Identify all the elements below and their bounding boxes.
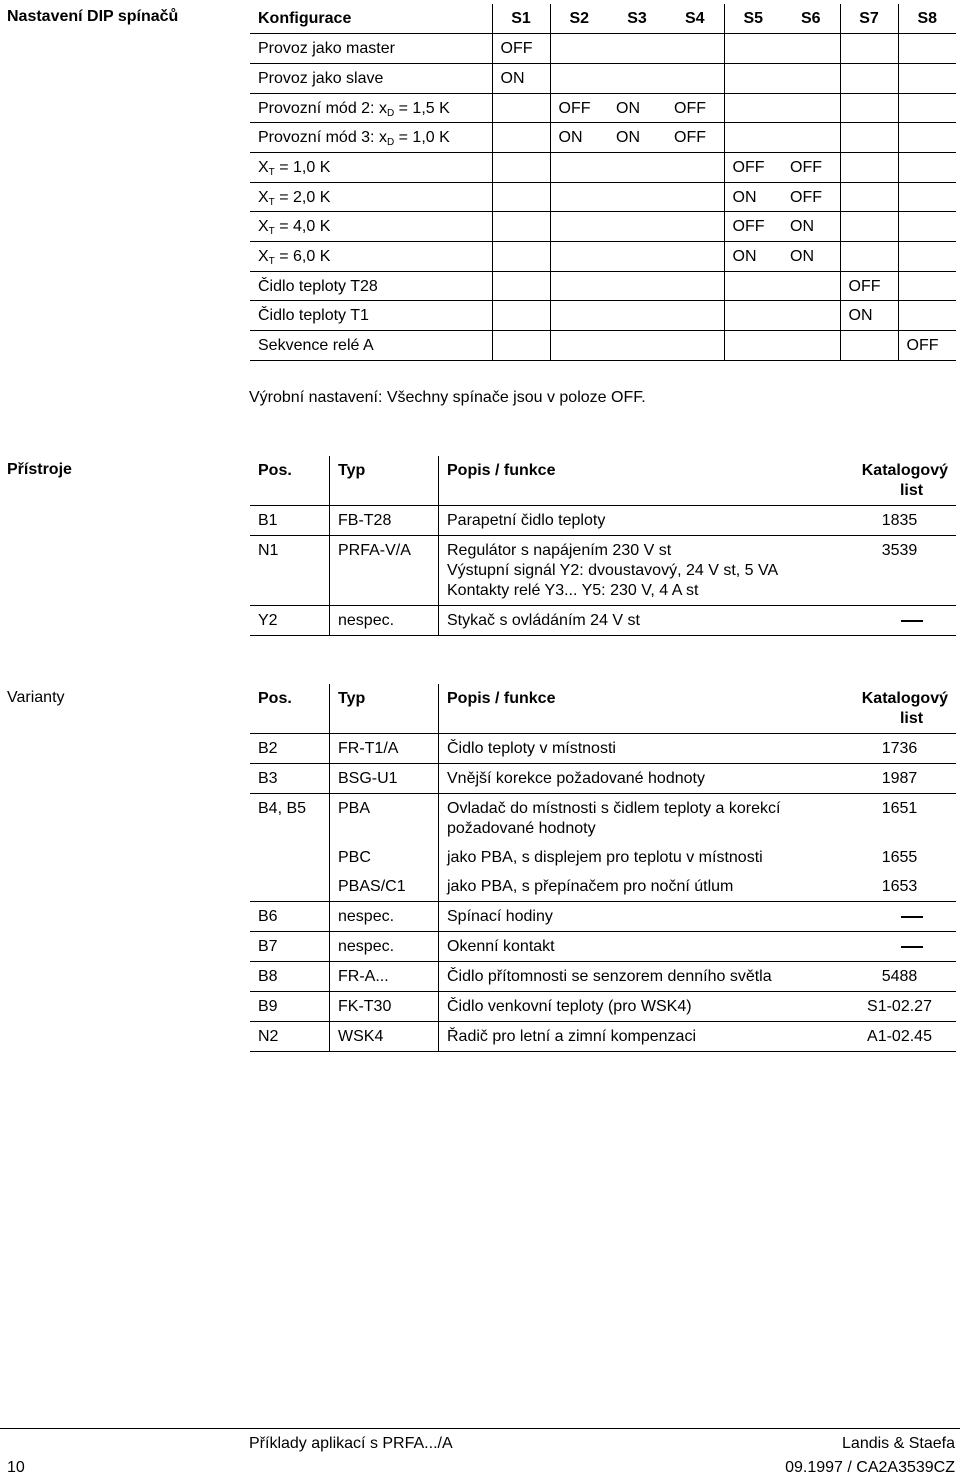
- switch-header-s4: S4: [666, 4, 724, 34]
- row-pos: B8: [250, 962, 330, 992]
- switch-header-s3: S3: [608, 4, 666, 34]
- dip-switch-value: ON: [782, 212, 840, 242]
- dip-row-label: Čidlo teploty T28: [250, 271, 492, 301]
- dip-switch-value: [724, 123, 782, 153]
- varianty-row: [250, 794, 956, 844]
- dip-switch-value: OFF: [550, 93, 608, 123]
- row-pos: B6: [250, 902, 330, 932]
- header-pos: Pos.: [250, 456, 330, 506]
- dip-switch-value: [550, 271, 608, 301]
- katalog-value: 1655: [881, 849, 918, 866]
- dip-switch-value: [492, 93, 550, 123]
- dip-switch-value: [608, 331, 666, 361]
- dip-switch-value: ON: [724, 182, 782, 212]
- dip-switch-value: [782, 63, 840, 93]
- row-popis: [439, 1022, 846, 1052]
- header-katalog-line2: list: [899, 482, 924, 499]
- pristroje-row: [250, 606, 956, 636]
- dip-switch-value: [724, 301, 782, 331]
- dip-switch-value: [898, 34, 956, 64]
- header-katalog-line1: Katalogový: [861, 690, 948, 707]
- dip-switch-value: [840, 212, 898, 242]
- katalog-value: 1835: [881, 512, 918, 529]
- dip-switch-value: OFF: [782, 182, 840, 212]
- dip-switch-value: [898, 93, 956, 123]
- row-popis: [439, 606, 846, 636]
- dip-switch-value: OFF: [492, 34, 550, 64]
- row-typ: FB-T28: [330, 506, 439, 536]
- dip-row-label: [250, 242, 492, 272]
- dip-switch-value: [492, 212, 550, 242]
- row-katalog: [845, 734, 956, 764]
- label-main: X: [258, 158, 269, 176]
- varianty-table: [250, 684, 956, 1052]
- varianty-row: [250, 1022, 956, 1052]
- dip-switch-value: ON: [840, 301, 898, 331]
- dip-switch-value: [898, 152, 956, 182]
- dip-switch-value: [550, 301, 608, 331]
- dip-switch-value: [492, 152, 550, 182]
- row-popis: [439, 932, 846, 962]
- dip-switch-value: [666, 212, 724, 242]
- katalog-value: 1651: [881, 800, 918, 817]
- row-popis: [439, 536, 846, 606]
- dip-switch-value: ON: [492, 63, 550, 93]
- switch-header-s7: S7: [840, 4, 898, 34]
- dip-switch-value: [782, 301, 840, 331]
- dip-row-label: [250, 152, 492, 182]
- dip-switch-value: [898, 182, 956, 212]
- popis-line: Čidlo venkovní teploty (pro WSK4): [447, 998, 692, 1015]
- row-katalog: [845, 606, 956, 636]
- row-typ: PBAS/C1: [330, 872, 439, 902]
- dip-switch-value: [898, 123, 956, 153]
- popis-line: Kontakty relé Y3... Y5: 230 V, 4 A st: [447, 582, 699, 599]
- dip-switch-value: [840, 331, 898, 361]
- label-subscript: T: [268, 196, 275, 208]
- dip-switch-value: [840, 63, 898, 93]
- dip-row-label: Čidlo teploty T1: [250, 301, 492, 331]
- dip-switch-value: ON: [724, 242, 782, 272]
- footer-divider: [0, 1428, 960, 1429]
- row-popis: [439, 872, 846, 902]
- row-popis: [439, 992, 846, 1022]
- dip-switch-value: [724, 34, 782, 64]
- dash-mark: [901, 946, 923, 948]
- switch-header-s6: S6: [782, 4, 840, 34]
- row-katalog: [845, 843, 956, 872]
- label-main: X: [258, 248, 269, 265]
- dip-switch-value: [550, 182, 608, 212]
- label-rest: = 4,0 K: [274, 218, 331, 236]
- header-typ: Typ: [330, 456, 439, 506]
- row-popis: [439, 506, 846, 536]
- katalog-value: 1653: [881, 878, 918, 895]
- varianty-row: [250, 902, 956, 932]
- dip-switch-value: OFF: [840, 271, 898, 301]
- dip-switch-value: [492, 123, 550, 153]
- row-typ: PBA: [330, 794, 439, 844]
- header-popis: Popis / funkce: [439, 456, 846, 506]
- label-main: Provozní mód 3: x: [258, 129, 387, 147]
- dip-switch-value: [840, 242, 898, 272]
- row-popis: [439, 734, 846, 764]
- label-subscript: T: [268, 166, 275, 178]
- row-popis: [439, 794, 846, 844]
- dip-row: [250, 331, 956, 361]
- row-popis: [439, 962, 846, 992]
- row-typ: BSG-U1: [330, 764, 439, 794]
- dip-row: [250, 152, 956, 182]
- dip-switch-value: OFF: [898, 331, 956, 361]
- varianty-row: [250, 872, 956, 902]
- switch-header-s5: S5: [724, 4, 782, 34]
- dip-switch-value: [492, 242, 550, 272]
- varianty-row: [250, 843, 956, 872]
- row-pos: [250, 843, 330, 872]
- dip-switch-value: [840, 152, 898, 182]
- dip-switch-value: OFF: [666, 93, 724, 123]
- row-typ: PRFA-V/A: [330, 536, 439, 606]
- dip-switch-value: [550, 34, 608, 64]
- row-katalog: [845, 536, 956, 606]
- popis-line: Čidlo přítomnosti se senzorem denního světla: [447, 968, 772, 985]
- popis-line: Vnější korekce požadované hodnoty: [447, 770, 705, 787]
- row-typ: FK-T30: [330, 992, 439, 1022]
- katalog-value: 1987: [881, 770, 918, 787]
- popis-line: Výstupní signál Y2: dvoustavový, 24 V st, 5 VA: [447, 562, 779, 579]
- header-katalog-line2: list: [899, 710, 924, 727]
- dip-switch-value: [608, 34, 666, 64]
- dip-switch-value: [724, 271, 782, 301]
- dip-row: [250, 123, 956, 153]
- dip-switch-value: [608, 152, 666, 182]
- popis-line: Řadič pro letní a zimní kompenzaci: [447, 1028, 696, 1045]
- row-katalog: [845, 992, 956, 1022]
- row-popis: [439, 843, 846, 872]
- factory-setting-note: Výrobní nastavení: Všechny spínače jsou v poloze OFF.: [249, 389, 646, 406]
- dip-switch-value: ON: [608, 123, 666, 153]
- row-typ: PBC: [330, 843, 439, 872]
- varianty-row: [250, 992, 956, 1022]
- dip-switch-value: OFF: [782, 152, 840, 182]
- row-pos: B7: [250, 932, 330, 962]
- pristroje-section-title: Přístroje: [7, 461, 72, 478]
- header-pos: Pos.: [250, 684, 330, 734]
- dip-switch-value: [724, 331, 782, 361]
- dip-row: [250, 242, 956, 272]
- dip-switch-value: [782, 93, 840, 123]
- dip-switch-value: [550, 331, 608, 361]
- dip-switch-value: OFF: [724, 212, 782, 242]
- varianty-row: [250, 734, 956, 764]
- row-pos: B3: [250, 764, 330, 794]
- row-pos: B1: [250, 506, 330, 536]
- footer-reference: 09.1997 / CA2A3539CZ: [785, 1459, 955, 1476]
- dip-switch-value: [666, 331, 724, 361]
- dash-mark: [901, 916, 923, 918]
- dip-switch-value: [666, 63, 724, 93]
- dip-switch-value: [492, 301, 550, 331]
- popis-line: Okenní kontakt: [447, 938, 555, 955]
- dip-row: [250, 34, 956, 64]
- varianty-row: [250, 962, 956, 992]
- row-typ: FR-A...: [330, 962, 439, 992]
- dip-switch-value: [724, 93, 782, 123]
- row-popis: [439, 764, 846, 794]
- row-pos: B9: [250, 992, 330, 1022]
- dip-row-label: [250, 123, 492, 153]
- row-typ: WSK4: [330, 1022, 439, 1052]
- label-rest: = 2,0 K: [274, 188, 331, 206]
- row-typ: nespec.: [330, 902, 439, 932]
- dip-switch-value: [782, 271, 840, 301]
- dip-row-label: Provoz jako slave: [250, 63, 492, 93]
- label-rest: = 6,0 K: [274, 248, 331, 265]
- dip-switch-value: [724, 63, 782, 93]
- dip-switch-value: [492, 182, 550, 212]
- dip-switch-value: [608, 242, 666, 272]
- label-rest: = 1,5 K: [394, 99, 450, 117]
- varianty-row: [250, 932, 956, 962]
- dip-switch-value: [666, 301, 724, 331]
- popis-line: jako PBA, s přepínačem pro noční útlum: [447, 878, 734, 895]
- pristroje-row: [250, 536, 956, 606]
- row-katalog: [845, 872, 956, 902]
- dip-switch-value: [782, 123, 840, 153]
- label-rest: = 1,0 K: [274, 158, 331, 176]
- row-katalog: [845, 932, 956, 962]
- dip-switch-value: [608, 271, 666, 301]
- dip-row-label: Provoz jako master: [250, 34, 492, 64]
- dip-switch-value: [898, 271, 956, 301]
- switch-header-s2: S2: [550, 4, 608, 34]
- dip-switch-value: [492, 331, 550, 361]
- dip-section-title: Nastavení DIP spínačů: [7, 8, 179, 25]
- dip-switch-value: ON: [550, 123, 608, 153]
- popis-line: Ovladač do místnosti s čidlem teploty a korekcí: [447, 800, 781, 817]
- row-popis: [439, 902, 846, 932]
- dip-switch-value: OFF: [666, 123, 724, 153]
- popis-line: Parapetní čidlo teploty: [447, 512, 606, 529]
- dip-switch-value: [898, 242, 956, 272]
- dip-switch-value: [666, 271, 724, 301]
- label-main: Provozní mód 2: x: [258, 99, 387, 117]
- row-typ: FR-T1/A: [330, 734, 439, 764]
- dip-switch-value: [550, 63, 608, 93]
- footer-page-number: 10: [7, 1459, 25, 1476]
- row-katalog: [845, 506, 956, 536]
- dip-switch-value: [608, 301, 666, 331]
- dip-switch-value: [666, 152, 724, 182]
- dip-switch-value: [550, 212, 608, 242]
- katalog-value: S1-02.27: [867, 998, 932, 1015]
- dip-row: [250, 182, 956, 212]
- dip-switch-value: OFF: [724, 152, 782, 182]
- dip-switch-value: [608, 212, 666, 242]
- dash-mark: [901, 620, 923, 622]
- label-subscript: D: [386, 137, 395, 149]
- row-pos: Y2: [250, 606, 330, 636]
- dip-switch-value: [550, 242, 608, 272]
- popis-line: Spínací hodiny: [447, 908, 553, 925]
- footer-company: Landis & Staefa: [842, 1435, 955, 1452]
- katalog-value: 5488: [881, 968, 918, 985]
- config-header: Konfigurace: [250, 4, 492, 34]
- switch-header-s8: S8: [898, 4, 956, 34]
- row-pos: N1: [250, 536, 330, 606]
- dip-switch-value: ON: [608, 93, 666, 123]
- katalog-value: 3539: [881, 542, 918, 559]
- label-main: X: [258, 188, 269, 206]
- label-subscript: D: [386, 107, 395, 119]
- header-katalog-line1: Katalogový: [861, 462, 948, 479]
- dip-row-label: [250, 182, 492, 212]
- popis-line: Čidlo teploty v místnosti: [447, 740, 616, 757]
- row-katalog: [845, 794, 956, 844]
- varianty-header-row: [250, 684, 956, 734]
- katalog-value: A1-02.45: [867, 1028, 932, 1045]
- label-subscript: T: [268, 256, 275, 267]
- dip-switch-value: [666, 182, 724, 212]
- dip-switch-value: [608, 182, 666, 212]
- dip-switch-value: [666, 34, 724, 64]
- row-pos: [250, 872, 330, 902]
- dip-row-label: Sekvence relé A: [250, 331, 492, 361]
- dip-switch-value: [666, 242, 724, 272]
- dip-switch-value: [898, 301, 956, 331]
- dip-row-label: [250, 212, 492, 242]
- dip-switch-value: [840, 93, 898, 123]
- varianty-row: [250, 764, 956, 794]
- varianty-section-title: Varianty: [7, 689, 65, 706]
- dip-switch-value: [840, 34, 898, 64]
- row-pos: B2: [250, 734, 330, 764]
- footer-doc-title: Příklady aplikací s PRFA.../A: [249, 1435, 453, 1452]
- dip-row: [250, 212, 956, 242]
- row-typ: nespec.: [330, 606, 439, 636]
- dip-switch-value: [840, 182, 898, 212]
- dip-switch-value: [898, 212, 956, 242]
- dip-switch-value: [782, 34, 840, 64]
- dip-switch-value: [608, 63, 666, 93]
- dip-row: [250, 63, 956, 93]
- row-katalog: [845, 962, 956, 992]
- label-subscript: T: [268, 226, 275, 238]
- row-katalog: [845, 764, 956, 794]
- dip-row: [250, 301, 956, 331]
- row-pos: N2: [250, 1022, 330, 1052]
- row-katalog: [845, 902, 956, 932]
- header-katalog: [845, 456, 956, 506]
- popis-line: jako PBA, s displejem pro teplotu v místnosti: [447, 849, 763, 866]
- row-katalog: [845, 1022, 956, 1052]
- pristroje-table: [250, 456, 956, 636]
- dip-switch-table: [250, 4, 956, 361]
- header-katalog: [845, 684, 956, 734]
- dip-switch-value: [492, 271, 550, 301]
- pristroje-row: [250, 506, 956, 536]
- popis-line: Stykač s ovládáním 24 V st: [447, 612, 640, 629]
- header-typ: Typ: [330, 684, 439, 734]
- dip-row: [250, 93, 956, 123]
- label-rest: = 1,0 K: [394, 129, 450, 147]
- katalog-value: 1736: [881, 740, 918, 757]
- dip-switch-value: [898, 63, 956, 93]
- dip-switch-value: [550, 152, 608, 182]
- popis-line: Regulátor s napájením 230 V st: [447, 542, 672, 559]
- switch-header-s1: S1: [492, 4, 550, 34]
- label-main: X: [258, 218, 269, 236]
- dip-switch-value: [840, 123, 898, 153]
- dip-switch-value: [782, 331, 840, 361]
- dip-row: [250, 271, 956, 301]
- dip-header-row: [250, 4, 956, 34]
- row-typ: nespec.: [330, 932, 439, 962]
- header-popis: Popis / funkce: [439, 684, 846, 734]
- pristroje-header-row: [250, 456, 956, 506]
- dip-row-label: [250, 93, 492, 123]
- dip-switch-value: ON: [782, 242, 840, 272]
- popis-line: požadované hodnoty: [447, 820, 596, 837]
- row-pos: B4, B5: [250, 794, 330, 844]
